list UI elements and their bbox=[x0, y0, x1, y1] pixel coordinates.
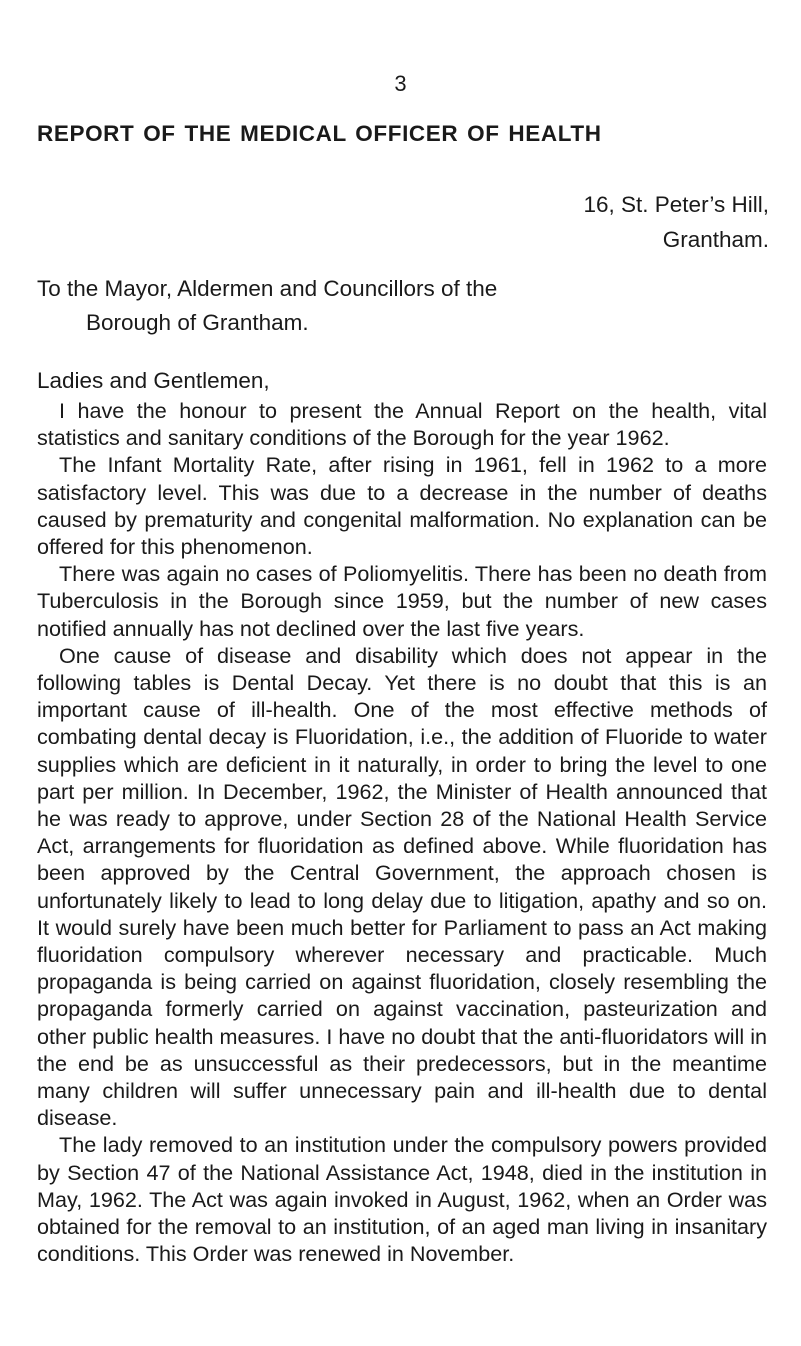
address-line-1: 16, St. Peter’s Hill, bbox=[583, 192, 769, 217]
paragraph-infant-mortality: The Infant Mortality Rate, after rising in 1961, fell in 1962 to a more satisfactory level. This was due to a decrease in the number of deaths caused by prematurity and congenital malformation. No explanation can be offered for this phenomenon. bbox=[37, 452, 767, 560]
addressee-line-1: To the Mayor, Aldermen and Councillors of the bbox=[37, 276, 498, 301]
paragraph-poliomyelitis: There was again no cases of Poliomyelitis. There has been no death from Tuberculosis in the Borough since 1959, but the number of new cases notified annually has not declined over the last five years. bbox=[37, 561, 767, 641]
addressee-line-2: Borough of Grantham. bbox=[86, 310, 309, 335]
page-number: 3 bbox=[394, 71, 407, 96]
paragraph-dental-decay: One cause of disease and disability which does not appear in the following tables is Dental Decay. Yet there is no doubt that this is an important cause of ill-health. One of the most effective methods of combating dental decay is Fluoridation, i.e., the addition of Fluoride to water supplies which are deficient in it naturally, in order to bring the level to one part per million. In December, 1962, the Minister of Health announced that he was ready to approve, under Section 28 of the National Health Service Act, arrangements for fluoridation as defined above. While fluoridation has been approved by the Central Government, the approach chosen is unfortunately likely to lead to long delay due to litigation, apathy and so on. It would surely have been much better for Parliament to pass an Act making fluoridation compulsory wherever necessary and practicable. Much propaganda is being carried on against fluoridation, closely resembling the propaganda formerly carried on against vaccination, pasteurization and other public health measures. I have no doubt that the anti-fluoridators will in the end be as unsuccessful as their predecessors, but in the meantime many children will suffer unnecessary pain and ill-health due to dental disease. bbox=[37, 642, 767, 1131]
greeting: Ladies and Gentlemen, bbox=[37, 368, 270, 393]
paragraph-introduction: I have the honour to present the Annual Report on the health, vital statistics and sanitary conditions of the Borough for the year 1962. bbox=[37, 398, 767, 451]
letter-body bbox=[37, 397, 767, 1268]
paragraph-national-assistance: The lady removed to an institution under the compulsory powers provided by Section 47 of the National Assistance Act, 1948, died in the institution in May, 1962. The Act was again invoked in August, 1962, when an Order was obtained for the removal to an institution, of an aged man living in insanitary conditions. This Order was renewed in November. bbox=[37, 1132, 767, 1267]
address-line-2: Grantham. bbox=[662, 227, 769, 252]
report-title: REPORT OF THE MEDICAL OFFICER OF HEALTH bbox=[37, 121, 602, 146]
sender-address bbox=[584, 187, 770, 257]
addressee-block bbox=[37, 272, 767, 340]
